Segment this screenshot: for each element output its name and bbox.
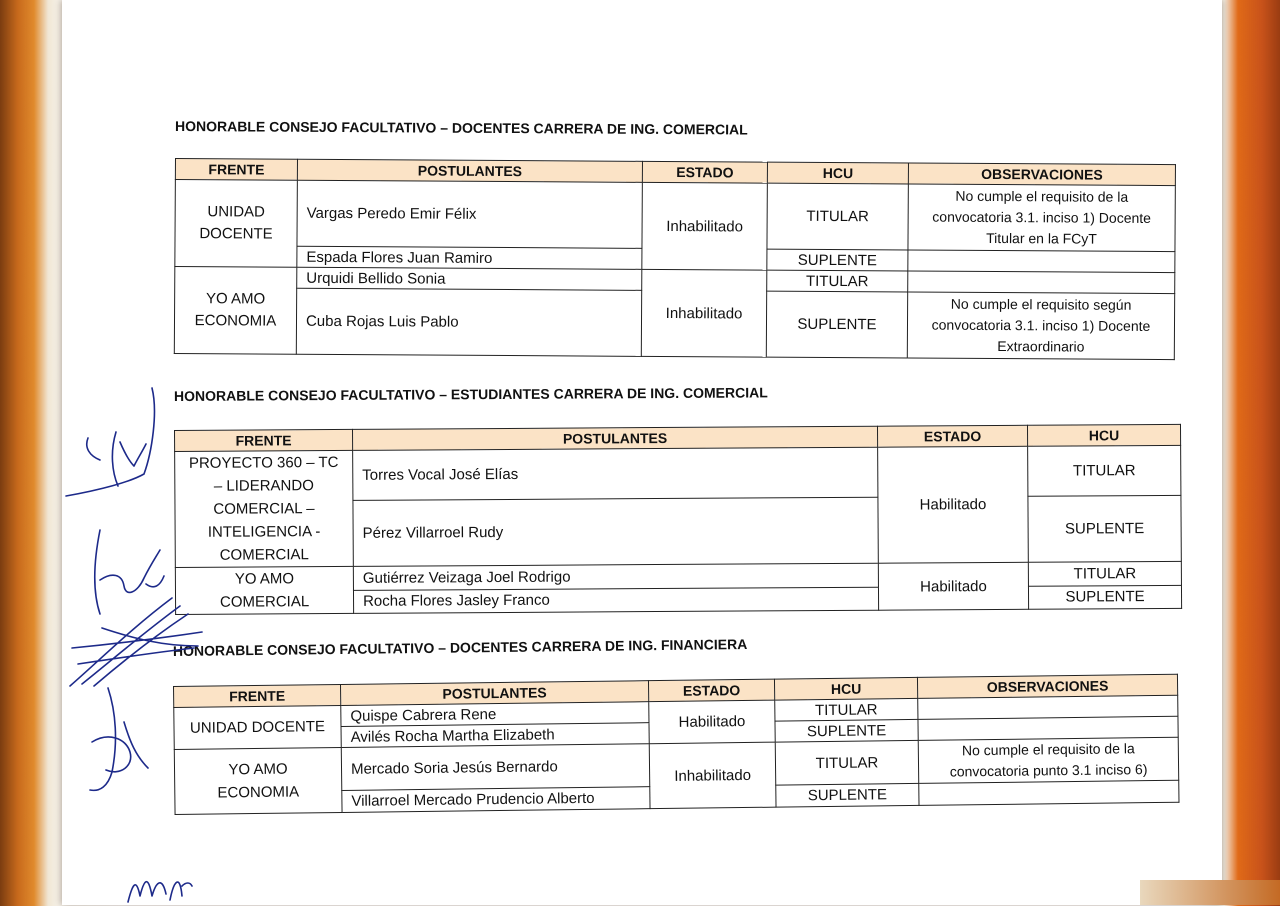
- signature-5: [124, 866, 194, 906]
- column-header: ESTADO: [648, 679, 774, 702]
- postulante-cell: Avilés Rocha Martha Elizabeth: [341, 723, 649, 748]
- column-header: FRENTE: [174, 684, 341, 707]
- column-header: OBSERVACIONES: [908, 163, 1175, 186]
- section-title-docentes-financiera: HONORABLE CONSEJO FACULTATIVO – DOCENTES CARRERA DE ING. FINANCIERA: [172, 635, 748, 659]
- observaciones-cell: No cumple el requisito según convocatoria 3.1. inciso 1) Docente Extraordinario: [907, 292, 1174, 360]
- hcu-cell: TITULAR: [767, 270, 908, 292]
- column-header: POSTULANTES: [297, 159, 642, 182]
- table-row: [175, 180, 1175, 252]
- postulante-cell: Cuba Rojas Luis Pablo: [296, 288, 641, 356]
- column-header: HCU: [1027, 424, 1180, 446]
- hcu-cell: TITULAR: [775, 740, 919, 785]
- hcu-cell: SUPLENTE: [1028, 585, 1181, 609]
- postulante-cell: Vargas Peredo Emir Félix: [297, 180, 642, 248]
- hcu-cell: SUPLENTE: [776, 783, 919, 807]
- hcu-cell: TITULAR: [1028, 561, 1181, 585]
- column-header: HCU: [774, 677, 917, 700]
- frente-cell: UNIDAD DOCENTE: [175, 180, 298, 268]
- frente-cell: YO AMO ECONOMIA: [174, 747, 342, 814]
- frente-cell: PROYECTO 360 – TC – LIDERANDO COMERCIAL – INTELIGENCIA - COMERCIAL: [175, 450, 354, 567]
- hcu-cell: TITULAR: [767, 183, 908, 250]
- column-header: FRENTE: [175, 159, 297, 181]
- estado-cell: Habilitado: [878, 562, 1028, 610]
- estado-cell: Inhabilitado: [641, 269, 767, 357]
- column-header: POSTULANTES: [352, 426, 877, 450]
- observaciones-cell: [919, 780, 1179, 805]
- postulante-cell: Torres Vocal José Elías: [353, 447, 878, 501]
- postulante-cell: Gutiérrez Veizaga Joel Rodrigo: [353, 563, 878, 590]
- column-header: FRENTE: [175, 429, 353, 451]
- frente-cell: UNIDAD DOCENTE: [174, 705, 342, 749]
- signature-1: [60, 382, 170, 502]
- observaciones-cell: No cumple el requisito de la convocatoria 3.1. inciso 1) Docente Titular en la FCyT: [908, 184, 1175, 252]
- postulante-cell: Rocha Flores Jasley Franco: [353, 587, 878, 614]
- postulante-cell: Urquidi Bellido Sonia: [297, 267, 642, 290]
- hcu-cell: SUPLENTE: [1028, 496, 1181, 563]
- table-estudiantes-comercial: [174, 424, 1182, 615]
- table-docentes-comercial: [174, 158, 1176, 360]
- column-header: HCU: [767, 162, 908, 184]
- postulante-cell: Villarroel Mercado Prudencio Alberto: [342, 787, 650, 813]
- observaciones-cell: No cumple el requisito de la convocatoria punto 3.1 inciso 6): [918, 737, 1179, 783]
- section-title-estudiantes-comercial: HONORABLE CONSEJO FACULTATIVO – ESTUDIANTES CARRERA DE ING. COMERCIAL: [173, 384, 768, 404]
- observaciones-cell: [908, 271, 1175, 294]
- postulante-cell: Quispe Cabrera Rene: [341, 702, 649, 727]
- estado-cell: Habilitado: [649, 700, 776, 744]
- frente-cell: YO AMO ECONOMIA: [174, 267, 297, 355]
- column-header: POSTULANTES: [340, 681, 648, 706]
- estado-cell: Inhabilitado: [649, 742, 776, 809]
- hcu-cell: TITULAR: [1028, 445, 1181, 496]
- column-header: ESTADO: [877, 425, 1027, 447]
- estado-cell: Habilitado: [878, 446, 1029, 563]
- postulante-cell: Mercado Soria Jesús Bernardo: [341, 744, 650, 791]
- hcu-cell: SUPLENTE: [775, 719, 918, 742]
- table-row: [175, 445, 1181, 501]
- hcu-cell: SUPLENTE: [767, 249, 908, 271]
- hcu-cell: SUPLENTE: [766, 291, 907, 358]
- section-title-docentes-comercial: HONORABLE CONSEJO FACULTATIVO – DOCENTES CARRERA DE ING. COMERCIAL: [174, 118, 748, 138]
- postulante-cell: Pérez Villarroel Rudy: [353, 498, 878, 567]
- column-header: OBSERVACIONES: [917, 674, 1177, 698]
- signature-4: [78, 682, 158, 797]
- background-wood: [1140, 880, 1280, 905]
- hcu-cell: TITULAR: [775, 698, 918, 721]
- table-docentes-financiera: [173, 674, 1180, 815]
- postulante-cell: Espada Flores Juan Ramiro: [297, 246, 642, 269]
- column-header: ESTADO: [642, 161, 767, 183]
- estado-cell: Inhabilitado: [642, 182, 768, 270]
- observaciones-cell: [908, 250, 1175, 273]
- frente-cell: YO AMO COMERCIAL: [175, 566, 353, 614]
